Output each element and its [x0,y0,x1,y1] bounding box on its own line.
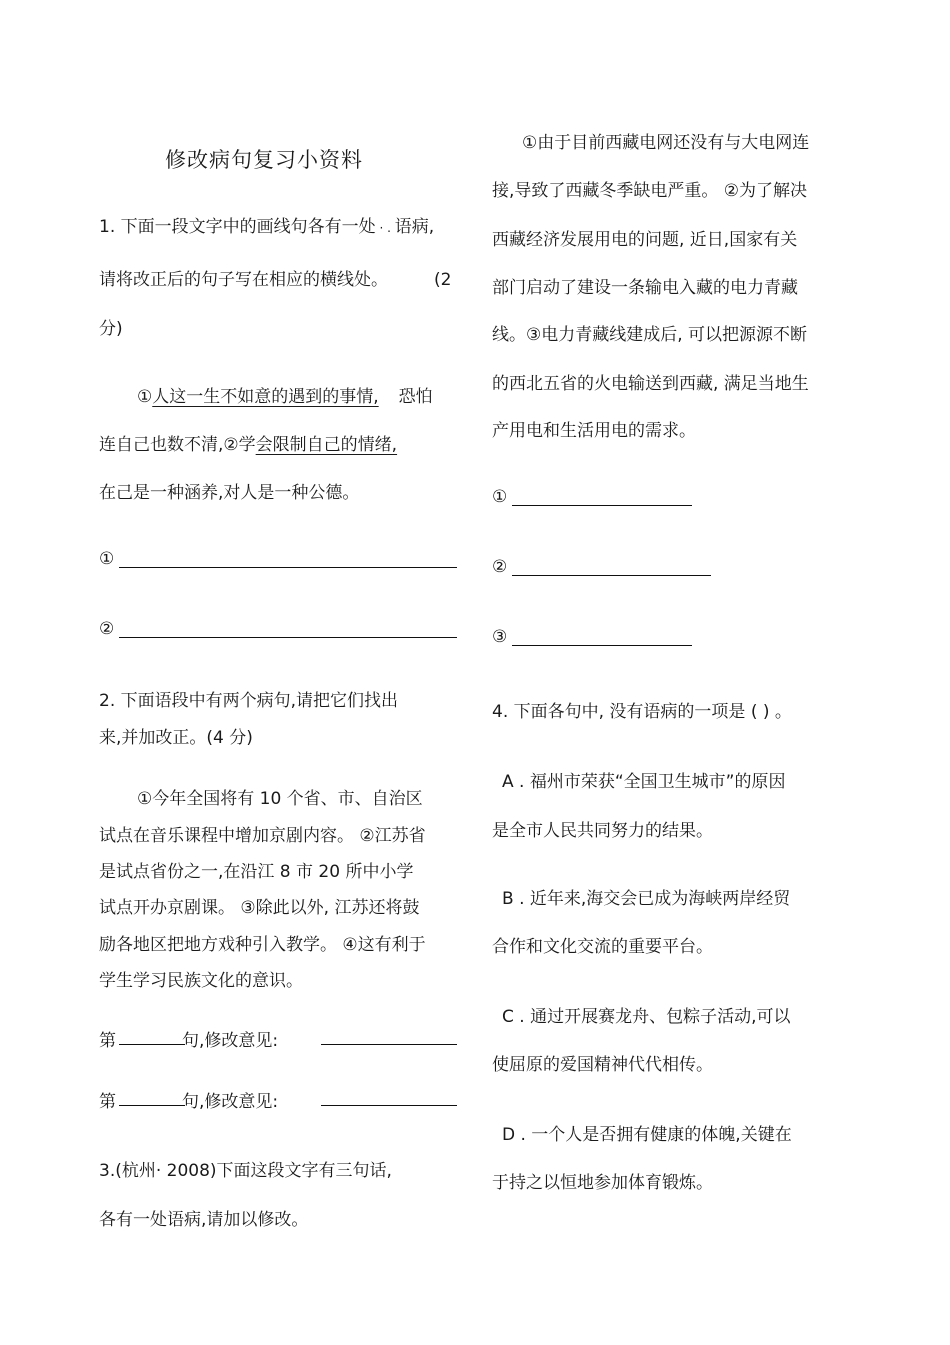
option-a-line1[interactable]: A . 福州市荣获“全国卫生城市”的原因 [502,772,786,792]
q4-stem: 4. 下面各句中, 没有语病的一项是 ( ) 。 [492,702,792,722]
q2-fill-row-1: 第 句,修改意见: [99,1031,279,1051]
q3-answer-line-2[interactable] [512,575,711,576]
q2-passage-line6: 学生学习民族文化的意识。 [99,971,303,991]
q3-passage-line7: 产用电和生活用电的需求。 [492,421,696,441]
q2-passage-line1: ①今年全国将有 10 个省、市、自治区 [137,789,423,809]
q2-line2: 来,并加改正。(4 分) [99,728,253,748]
option-c-line1[interactable]: C . 通过开展赛龙舟、包粽子活动,可以 [502,1007,791,1027]
answer-label-2: ② [99,619,115,639]
option-a-line2: 是全市人民共同努力的结果。 [492,821,713,841]
emphasis-dots: · . [375,221,395,235]
q1-passage-line1: ①人这一生不如意的遇到的事情, 恐怕 [137,387,433,407]
q3-answer-label-2: ② [492,557,508,577]
q2-passage-line2: 试点在音乐课程中增加京剧内容。 ②江苏省 [99,826,426,846]
option-b-line1[interactable]: B . 近年来,海交会已成为海峡两岸经贸 [502,889,791,909]
revision-blank-1[interactable] [321,1044,457,1045]
q3-answer-label-1: ① [492,487,508,507]
revision-blank-2[interactable] [321,1105,457,1106]
q3-passage-line1: ①由于目前西藏电网还没有与大电网连 [522,133,810,153]
q1-passage-line3: 在己是一种涵养,对人是一种公德。 [99,483,360,503]
option-b-line2: 合作和文化交流的重要平台。 [492,937,713,957]
q3-passage-line3: 西藏经济发展用电的问题, 近日,国家有关 [492,230,798,250]
q1-line3: 分) [99,319,123,339]
sentence-number-blank-1[interactable] [119,1044,185,1045]
underlined-sentence-2: 会限制自己的情绪, [255,435,398,455]
option-c-line2: 使屈原的爱国精神代代相传。 [492,1055,713,1075]
sentence-number-blank-2[interactable] [119,1105,185,1106]
q3-line1: 3.(杭州· 2008)下面这段文字有三句话, [99,1161,392,1181]
page-title: 修改病句复习小资料 [165,148,363,172]
q3-passage-line5: 线。③电力青藏线建成后, 可以把源源不断 [492,325,808,345]
q3-passage-line6: 的西北五省的火电输送到西藏, 满足当地生 [492,374,809,394]
q1-passage-line2: 连自己也数不清,②学会限制自己的情绪, [99,435,398,455]
q3-passage-line2: 接,导致了西藏冬季缺电严重。 ②为了解决 [492,181,808,201]
q3-answer-line-3[interactable] [512,645,692,646]
q2-passage-line4: 试点开办京剧课。 ③除此以外, 江苏还将鼓 [99,898,420,918]
q3-answer-label-3: ③ [492,627,508,647]
q1-line2: 请将改正后的句子写在相应的横线处。 (2 [99,270,452,290]
q3-line2: 各有一处语病,请加以修改。 [99,1210,309,1230]
option-d-line2: 于持之以恒地参加体育锻炼。 [492,1173,713,1193]
q2-line1: 2. 下面语段中有两个病句,请把它们找出 [99,691,399,711]
answer-line-1[interactable] [119,567,457,568]
q2-fill-row-2: 第 句,修改意见: [99,1092,279,1112]
answer-label-1: ① [99,549,115,569]
option-d-line1[interactable]: D . 一个人是否拥有健康的体魄,关键在 [502,1125,792,1145]
q2-passage-line3: 是试点省份之一,在沿江 8 市 20 所中小学 [99,862,414,882]
q2-passage-line5: 励各地区把地方戏种引入教学。 ④这有利于 [99,935,426,955]
q3-passage-line4: 部门启动了建设一条输电入藏的电力青藏 [492,278,798,298]
underlined-sentence-1: 人这一生不如意的遇到的事情, [152,387,379,407]
answer-line-2[interactable] [119,637,457,638]
q3-answer-line-1[interactable] [512,505,692,506]
q1-line1: 1. 下面一段文字中的画线句各有一处 · . 语病, [99,217,435,237]
